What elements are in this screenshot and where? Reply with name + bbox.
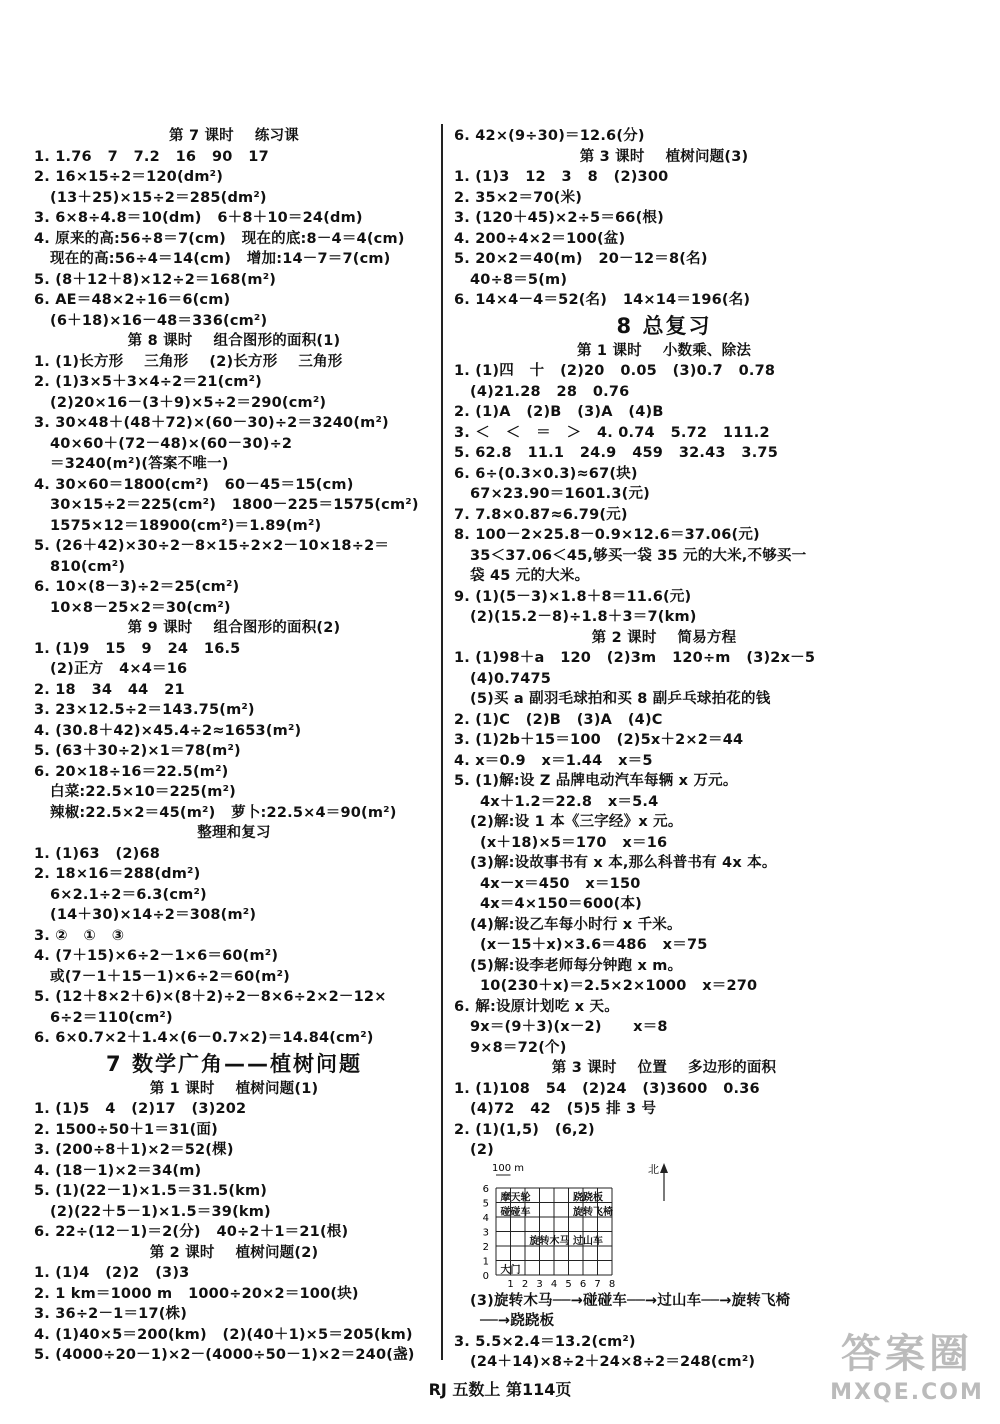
lesson-heading: 第 2 课时 简易方程	[591, 629, 737, 646]
answer-line: 1. (1)98＋a 120 (2)3m 120÷m (3)2x－5	[454, 650, 816, 666]
x-tick-label: 4	[550, 1278, 558, 1290]
answer-line: 4. (30.8＋42)×45.4÷2≈1653(m²)	[34, 722, 302, 739]
answer-line-cont: (2)	[470, 1142, 494, 1158]
lesson-heading: 第 3 课时 植树问题(3)	[579, 148, 749, 165]
x-tick-label: 1	[507, 1278, 514, 1290]
answer-line-cont: 9x＝(9＋3)(x－2) x＝8	[470, 1019, 668, 1035]
answer-line: 5. (1)(22－1)×1.5＝31.5(km)	[34, 1183, 268, 1199]
answer-line: 5. 20×2＝40(m) 20－12＝8(名)	[454, 251, 708, 267]
answer-line: 3. 30×48＋(48＋72)×(60－30)÷2＝3240(m²)	[34, 415, 389, 431]
answer-line: 1. (1)63 (2)68	[34, 845, 161, 862]
answer-line-cont: 现在的高:56÷4＝14(cm) 增加:14－7＝7(cm)	[50, 251, 391, 267]
answer-line: 4. 200÷4×2＝100(盆)	[454, 230, 626, 247]
answer-line: 6. 22÷(12－1)＝2(分) 40÷2＋1＝21(根)	[34, 1224, 349, 1240]
position-map	[478, 1161, 874, 1291]
y-tick-label: 5	[482, 1198, 489, 1209]
answer-line-cont: (2)20×16－(3＋9)×5÷2＝290(cm²)	[50, 394, 327, 411]
answer-line-cont: (4)21.28 28 0.76	[470, 383, 630, 400]
y-tick-label: 0	[482, 1270, 489, 1282]
answer-line: 6. 20×18÷16＝22.5(m²)	[34, 763, 229, 780]
answer-line: 2. (1)(1,5) (6,2)	[454, 1121, 595, 1138]
north-label: 北	[648, 1162, 659, 1176]
answer-line: 5. (1)解:设 Z 品牌电动汽车每辆 x 万元。	[454, 773, 738, 789]
map-place-label: 跷跷板	[573, 1192, 603, 1203]
answer-line: 3. 6×8÷4.8＝10(dm) 6＋8＋10＝24(dm)	[34, 210, 363, 226]
map-place-label: 旋转飞椅	[573, 1206, 613, 1218]
map-place-label: 摩天轮	[500, 1192, 531, 1203]
answer-line: 5. (8＋12＋8)×12÷2＝168(m²)	[34, 271, 277, 288]
answer-line: 2. (1)3×5＋3×4÷2＝21(cm²)	[34, 374, 262, 390]
answer-line-cont: (4)72 42 (5)5 排 3 号	[470, 1101, 657, 1117]
answer-line-cont: 10×8－25×2＝30(cm²)	[50, 599, 231, 616]
answer-line-cont: 810(cm²)	[50, 558, 126, 575]
x-tick-label: 7	[594, 1278, 601, 1290]
chapter-title: 7 数学广角——植树问题	[106, 1051, 362, 1076]
answer-line-cont: 67×23.90＝1601.3(元)	[470, 486, 650, 502]
answer-line-cont: (6＋18)×16－48＝336(cm²)	[50, 312, 268, 329]
answer-line-cont: (4)0.7475	[470, 670, 552, 687]
answer-line: 7. 7.8×0.87≈6.79(元)	[454, 506, 628, 523]
answer-line: 2. 18 34 44 21	[34, 681, 185, 698]
answer-line: 5. (4000÷20－1)×2－(4000÷50－1)×2＝240(盏)	[34, 1347, 415, 1363]
answer-line: 1. (1)3 12 3 8 (2)300	[454, 169, 669, 185]
answer-line-cont: (5)买 a 副羽毛球拍和买 8 副乒乓球拍花的钱	[470, 691, 771, 707]
lesson-heading: 第 7 课时 练习课	[169, 128, 299, 144]
answer-line: 3. 36÷2－1＝17(株)	[34, 1306, 188, 1322]
answer-line: 1. (1)四 十 (2)20 0.05 (3)0.7̇ 0.78	[454, 363, 776, 379]
lesson-heading: 第 1 课时 小数乘、除法	[576, 342, 752, 359]
answer-line-cont: (24＋14)×8÷2＋24×8÷2＝248(cm²)	[470, 1354, 756, 1370]
answer-line: 4. (18－1)×2＝34(m)	[34, 1162, 202, 1179]
right-column	[454, 126, 874, 1373]
y-tick-label: 6	[482, 1183, 489, 1195]
answer-line-cont: 35＜37.06＜45,够买一袋 35 元的大米,不够买一	[470, 547, 807, 564]
answer-line-cont: 袋 45 元的大米。	[470, 568, 590, 584]
watermark-url: MXQE.COM	[830, 1380, 984, 1405]
y-tick-label: 1	[482, 1256, 489, 1267]
answer-line: 5. (12＋8×2＋6)×(8＋2)÷2－8×6÷2×2－12×	[34, 989, 387, 1005]
answer-line: 5. (26＋42)×30÷2－8×15÷2×2－10×18÷2＝	[34, 538, 390, 554]
left-column	[34, 126, 434, 1366]
page-footer: RJ 五数上 第114页	[428, 1380, 572, 1399]
answer-line-cont: 4x－x＝450 x＝150	[480, 875, 641, 892]
answer-line-cont: 4x＋1.2＝22.8 x＝5.4	[480, 793, 659, 810]
lesson-heading: 第 3 课时 位置 多边形的面积	[551, 1060, 777, 1076]
answer-line: 3. ② ① ③	[34, 927, 125, 944]
answer-line-cont: 30×15÷2＝225(cm²) 1800－225＝1575(cm²)	[50, 497, 419, 513]
answer-line-cont: (14＋30)×14÷2＝308(m²)	[50, 907, 257, 923]
scale-label: 100 m	[492, 1162, 525, 1174]
map-place-label: 过山车	[573, 1235, 603, 1247]
answer-line: 2. 1500÷50＋1＝31(面)	[34, 1121, 218, 1138]
x-tick-label: 8	[608, 1278, 616, 1290]
watermark-text: 答案圈	[841, 1331, 973, 1377]
right-column-lower	[454, 1291, 874, 1373]
answer-line: 3. 5.5×2.4＝13.2(cm²)	[454, 1333, 636, 1350]
answer-line-cont: 白菜:22.5×10＝225(m²)	[50, 784, 236, 800]
answer-line-cont: 6÷2＝110(cm²)	[50, 1009, 173, 1026]
answer-line: 4. 30×60＝1800(cm²) 60－45＝15(cm)	[34, 476, 354, 493]
answer-line-cont: (3)解:设故事书有 x 本,那么科普书有 4x 本。	[470, 855, 777, 871]
lesson-heading: 第 2 课时 植树问题(2)	[149, 1244, 319, 1261]
answer-line: 5. 62.8 11.1 24.9 459 32.43 3.75	[454, 445, 779, 461]
y-tick-label: 2	[482, 1241, 489, 1253]
answer-line: 2. (1)C (2)B (3)A (4)C	[454, 711, 663, 728]
answer-line: 1. (1)5 4 (2)17 (3)202	[34, 1101, 247, 1117]
answer-line: 6. 6÷(0.3×0.3)≈67(块)	[454, 465, 638, 482]
answer-line: 8. 100－2×25.8－0.9×12.6＝37.06(元)	[454, 527, 760, 543]
answer-line: 6. 解:设原计划吃 x 天。	[454, 998, 619, 1015]
answer-line-cont: (3)旋转木马──→碰碰车──→过山车──→旋转飞椅	[470, 1292, 791, 1309]
x-tick-label: 6	[579, 1278, 587, 1290]
answer-line: 6. 42×(9÷30)＝12.6(分)	[454, 128, 645, 144]
lesson-heading: 第 8 课时 组合图形的面积(1)	[127, 333, 341, 349]
north-arrow-head	[660, 1163, 668, 1173]
answer-line: 2. 16×15÷2＝120(dm²)	[34, 169, 224, 185]
answer-line: 1. (1)108 54 (2)24 (3)3600 0.36	[454, 1080, 760, 1097]
answer-line: 2. (1)A (2)B (3)A (4)B	[454, 404, 664, 420]
x-tick-label: 2	[521, 1278, 529, 1290]
answer-line-cont: 9×8＝72(个)	[470, 1039, 567, 1056]
answer-line: 2. 1 km＝1000 m 1000÷20×2＝100(块)	[34, 1285, 359, 1302]
answer-line-cont: 4x＝4×150＝600(本)	[480, 896, 642, 912]
answer-line: 3. 23×12.5÷2＝143.75(m²)	[34, 702, 255, 718]
answer-line: 1. (1)4 (2)2 (3)3	[34, 1265, 190, 1281]
answer-line-cont: 辣椒:22.5×2＝45(m²) 萝卜:22.5×4＝90(m²)	[50, 804, 397, 821]
answer-line-cont: (x＋18)×5＝170 x＝16	[480, 834, 668, 851]
chapter-title: 8 总复习	[616, 313, 712, 338]
y-tick-label: 3	[482, 1227, 489, 1238]
answer-line-cont: 40×60＋(72－48)×(60－30)÷2	[50, 435, 293, 452]
lesson-heading: 整理和复习	[197, 825, 271, 841]
answer-line: 3. (200÷8＋1)×2＝52(棵)	[34, 1142, 234, 1158]
answer-line: 3. (120＋45)×2÷5＝66(根)	[454, 210, 664, 226]
answer-line: 6. AE＝48×2÷16＝6(cm)	[34, 292, 231, 308]
lesson-heading: 第 1 课时 植树问题(1)	[149, 1080, 319, 1097]
answer-line-cont: (4)解:设乙车每小时行 x 千米。	[470, 916, 682, 933]
lesson-heading: 第 9 课时 组合图形的面积(2)	[127, 620, 341, 636]
answer-line: 2. 18×16＝288(dm²)	[34, 866, 201, 882]
answer-line: 1. (1)长方形 三角形 (2)长方形 三角形	[34, 353, 343, 370]
answer-line: 5. (63＋30÷2)×1＝78(m²)	[34, 743, 241, 759]
map-place-label: 碰碰车	[500, 1206, 531, 1218]
answer-line-cont: 6×2.1÷2＝6.3(cm²)	[50, 886, 207, 903]
right-column-upper	[454, 126, 874, 1161]
answer-line: 9. (1)(5－3)×1.8＋8＝11.6(元)	[454, 588, 692, 605]
map-place-label: 旋转木马	[529, 1235, 570, 1247]
answer-line-cont: (13＋25)×15÷2＝285(dm²)	[50, 189, 267, 206]
answer-line: 6. 10×(8－3)÷2＝25(cm²)	[34, 579, 240, 595]
answer-line-cont: (2)正方 4×4＝16	[50, 661, 188, 677]
answer-line-cont: 10(230＋x)＝2.5×2×1000 x＝270	[480, 978, 758, 994]
column-divider	[441, 124, 443, 1360]
answer-line-cont: (2)解:设 1 本《三字经》x 元。	[470, 814, 683, 830]
watermark-logo	[822, 1328, 992, 1416]
x-tick-label: 5	[565, 1278, 572, 1290]
answer-line-cont: (2)(22＋5－1)×1.5＝39(km)	[50, 1203, 271, 1220]
x-tick-label: 3	[536, 1278, 543, 1290]
answer-line: 4. (1)40×5＝200(km) (2)(40＋1)×5＝205(km)	[34, 1326, 413, 1343]
answer-line-cont: 40÷8＝5(m)	[470, 271, 568, 288]
answer-line-cont: (x－15＋x)×3.6＝486 x＝75	[480, 937, 708, 953]
map-place-label: 大门	[500, 1264, 521, 1276]
answer-line-cont: ＝3240(m²)(答案不唯一)	[50, 456, 229, 472]
answer-line-cont: 1575×12＝18900(cm²)＝1.89(m²)	[50, 517, 322, 534]
answer-line: 3. ＜ ＜ ＝ ＞ 4. 0.74 5.72 111.2	[454, 424, 770, 441]
answer-line: 4. 原来的高:56÷8＝7(cm) 现在的底:8－4＝4(cm)	[34, 230, 405, 247]
answer-line-cont: ──→跷跷板	[480, 1313, 555, 1329]
answer-line: 1. 1.76 7 7.2 16 90 17	[34, 148, 269, 165]
answer-line: 6. 14×4－4＝52(名) 14×14＝196(名)	[454, 292, 751, 308]
map-grid-svg	[478, 1161, 678, 1291]
answer-line: 4. x＝0.9 x＝1.44 x＝5	[454, 752, 653, 769]
y-tick-label: 4	[482, 1212, 489, 1224]
answer-line: 6. 6×0.7×2＋1.4×(6－0.7×2)＝14.84(cm²)	[34, 1030, 374, 1046]
answer-line: 2. 35×2＝70(米)	[454, 189, 583, 206]
answer-line: 1. (1)9 15 9 24 16.5	[34, 640, 241, 657]
answer-line-cont: (2)(15.2－8)÷1.8＋3＝7(km)	[470, 609, 697, 625]
answer-line-cont: (5)解:设李老师每分钟跑 x m。	[470, 957, 683, 974]
answer-line-cont: 或(7－1＋15－1)×6÷2＝60(m²)	[50, 968, 290, 985]
answer-line: 4. (7＋15)×6÷2－1×6＝60(m²)	[34, 948, 279, 964]
answer-line: 3. (1)2b＋15＝100 (2)5x＋2×2＝44	[454, 732, 744, 748]
